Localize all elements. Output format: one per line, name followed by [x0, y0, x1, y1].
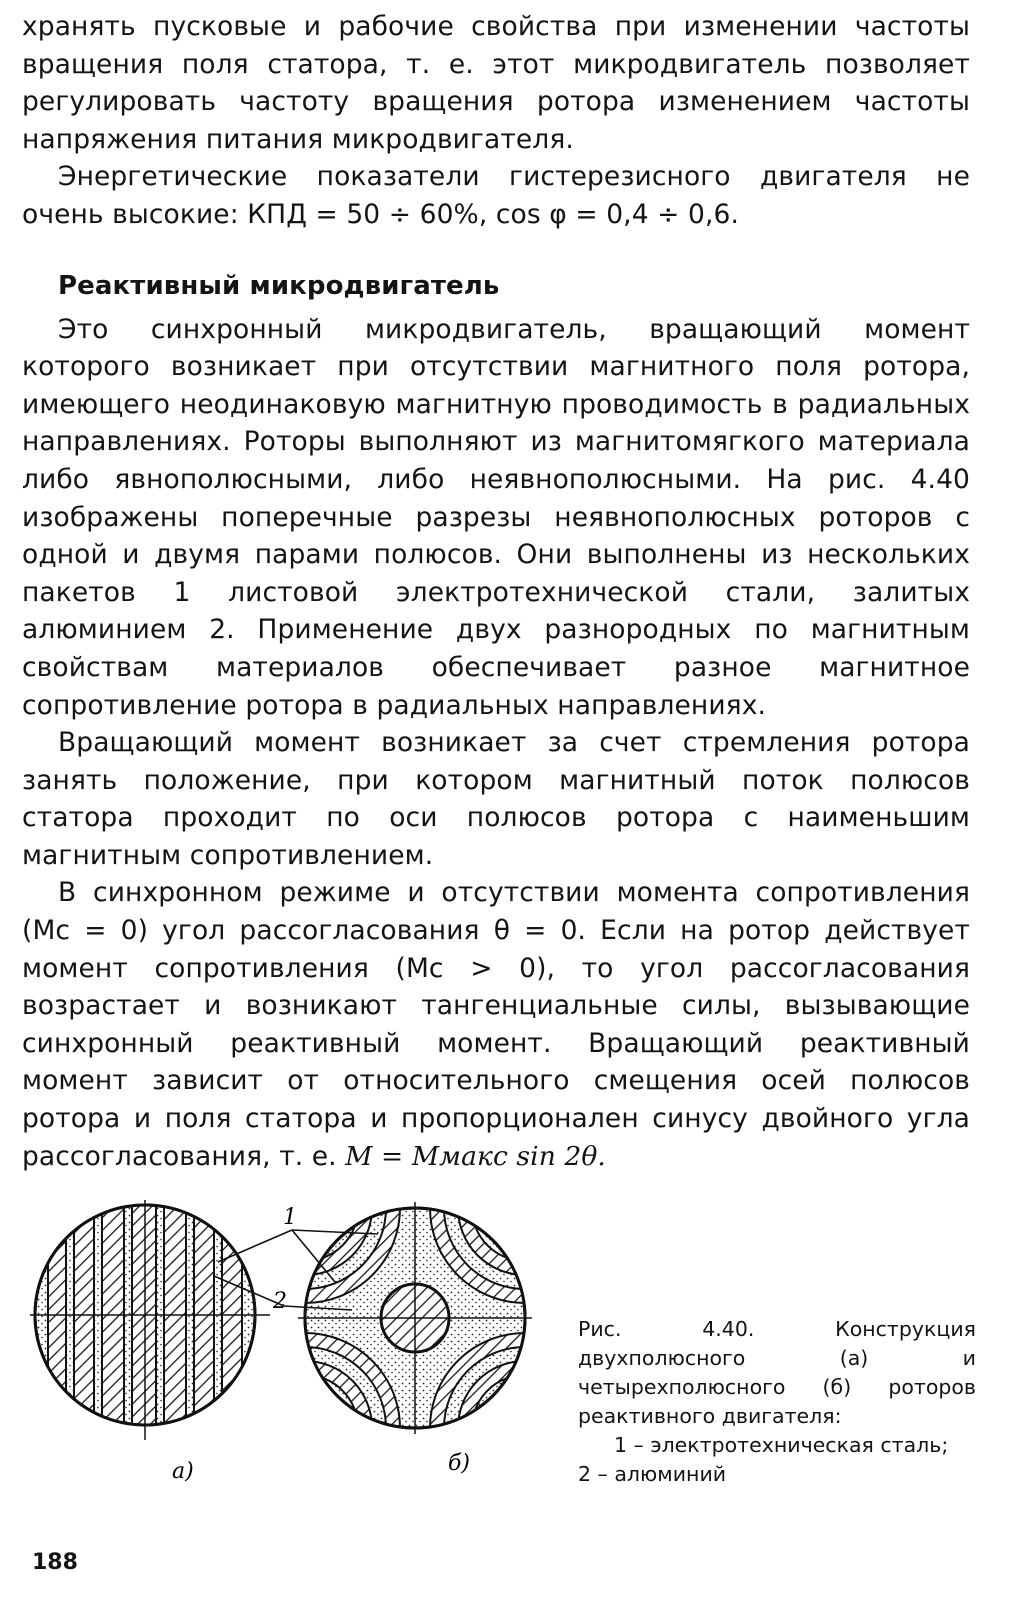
paragraph-efficiency: Энергетические показатели гистерезисного двигателя не очень высокие: КПД = 50 ÷ 60%, cos φ = 0,4 ÷ 0,6.: [22, 161, 970, 230]
page-number: 188: [32, 1550, 78, 1575]
figure-caption: [578, 1315, 976, 1489]
paragraph-synchronous-mode: [22, 874, 970, 1175]
rotor-diagram: [30, 1200, 570, 1500]
paragraph-synchronous-mode-text: В синхронном режиме и отсутствии момента сопротивления (Mс = 0) угол рассогласования θ = 0. Если на ротор действует момент сопротивления (Mс > 0), то угол рассогласования возрастает и возникают тангенциальные силы, вызывающие синхронный реактивный момент. Вращающий реактивный момент зависит от относительного смещения осей полюсов ротора и поля статора и пропорционален синусу двойного угла рассогласования, т. е.: [22, 877, 970, 1172]
rotor-a-cross-section: [30, 1200, 270, 1440]
paragraph-torque: Вращающий момент возникает за счет стремления ротора занять положение, при котором магнитный поток полюсов статора проходит по оси полюсов ротора с наименьшим магнитным сопротивлением.: [22, 727, 970, 871]
torque-formula: M = Mмакс sin 2θ.: [345, 1140, 606, 1172]
legend-item-aluminium: 2 – алюминий: [578, 1462, 727, 1486]
rotor-b-cross-section: [217, 1200, 570, 1500]
body-text: [22, 8, 970, 1175]
label-a: а): [172, 1459, 194, 1484]
label-b: б): [448, 1451, 471, 1476]
paragraph-description: Это синхронный микродвигатель, вращающий момент которого возникает при отсутствии магнитного поля ротора, имеющего неодинаковую магнитную проводимость в радиальных направлениях. Роторы выполняют из магнитомягкого материала либо явнополюсными, либо неявнополюсными. На рис. 4.40 изображены поперечные разрезы неявнополюсных роторов с одной и двумя парами полюсов. Они выполнены из нескольких пакетов 1 листовой электротехнической стали, залитых алюминием 2. Применение двух разнородных по магнитным свойствам материалов обеспечивает разное магнитное сопротивление ротора в радиальных направлениях.: [22, 313, 970, 721]
legend-item-steel: 1 – электротехническая сталь;: [614, 1433, 949, 1457]
caption-text: Рис. 4.40. Конструкция двухполюсного (а) и четырехполюсного (б) роторов реактивного двигателя:: [578, 1317, 976, 1428]
rotor-figure: [30, 1200, 570, 1500]
section-heading: Реактивный микродвигатель: [58, 270, 500, 301]
paragraph-continued: хранять пусковые и рабочие свойства при изменении частоты вращения поля статора, т. е. этот микродвигатель позволяет регулировать частоту вращения ротора изменением частоты напряжения питания микродвигателя.: [22, 11, 970, 155]
label-1: 1: [283, 1205, 297, 1230]
label-2: 2: [273, 1289, 287, 1314]
